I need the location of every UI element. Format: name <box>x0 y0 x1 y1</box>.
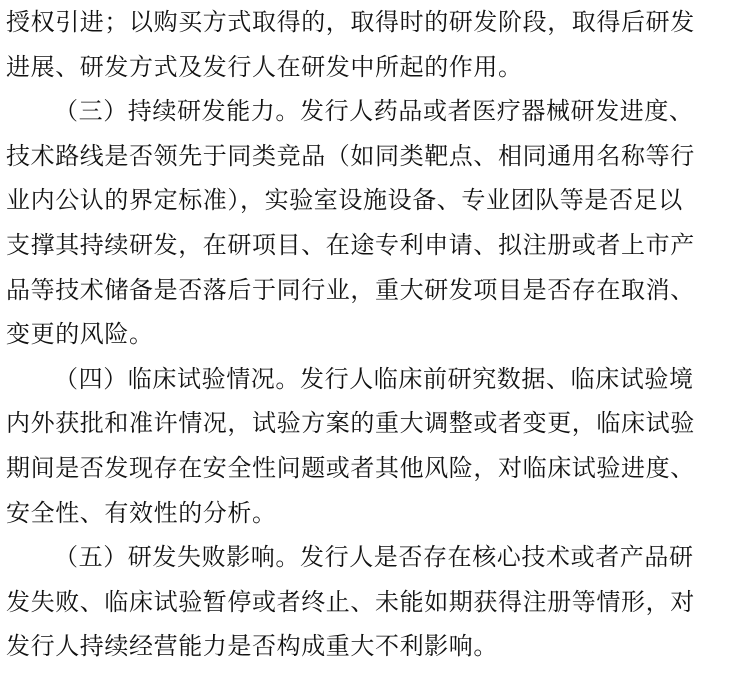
paragraph-continuation <box>6 0 751 89</box>
text-line: （三）持续研发能力。发行人药品或者医疗器械研发进度、 <box>54 97 694 126</box>
text-line: 发行人持续经营能力是否构成重大不利影响。 <box>6 632 498 661</box>
text-line: （五）研发失败影响。发行人是否存在核心技术或者产品研 <box>54 543 694 572</box>
text-line: 安全性、有效性的分析。 <box>6 498 277 527</box>
text-line: 支撑其持续研发，在研项目、在途专利申请、拟注册或者上市产 <box>6 230 695 259</box>
text-line: （四）临床试验情况。发行人临床前研究数据、临床试验境 <box>54 364 694 393</box>
text-line: 内外获批和准许情况，试验方案的重大调整或者变更，临床试验 <box>6 409 695 438</box>
text-line: 变更的风险。 <box>6 320 154 349</box>
paragraph-clinical-trial-status <box>6 357 751 535</box>
document-page <box>6 0 751 669</box>
text-line: 品等技术储备是否落后于同行业，重大研发项目是否存在取消、 <box>6 275 695 304</box>
paragraph-continuous-rd-capability <box>6 89 751 357</box>
text-line: 技术路线是否领先于同类竞品（如同类靶点、相同通用名称等行 <box>6 141 695 170</box>
paragraph-rd-failure-impact <box>6 535 751 669</box>
text-line: 进展、研发方式及发行人在研发中所起的作用。 <box>6 52 523 81</box>
text-line: 授权引进；以购买方式取得的，取得时的研发阶段，取得后研发 <box>6 8 695 36</box>
text-line: 发失败、临床试验暂停或者终止、未能如期获得注册等情形，对 <box>6 587 695 616</box>
text-line: 业内公认的界定标准），实验室设施设备、专业团队等是否足以 <box>6 186 683 215</box>
text-line: 期间是否发现存在安全性问题或者其他风险，对临床试验进度、 <box>6 453 695 482</box>
